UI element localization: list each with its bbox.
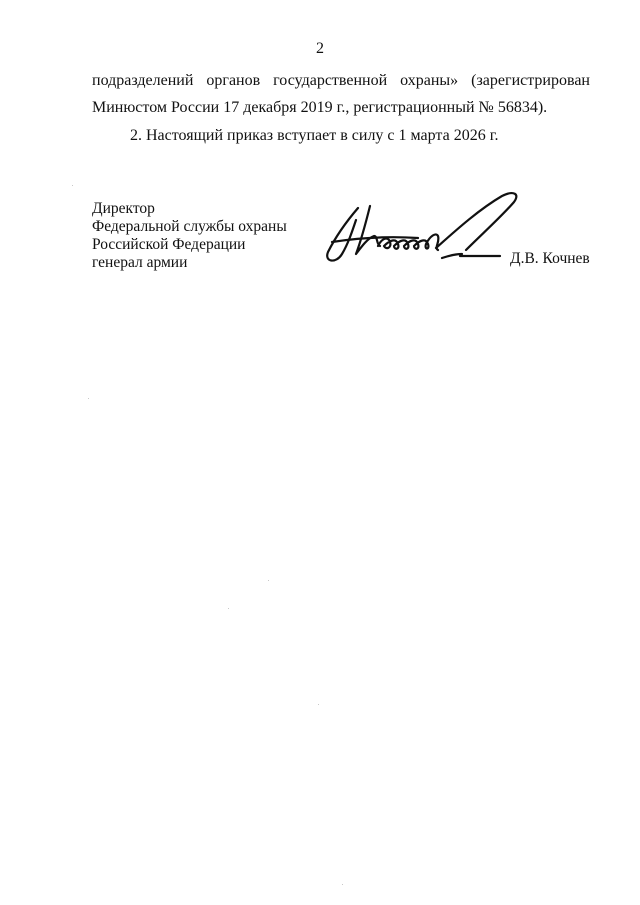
scan-speck — [342, 884, 343, 885]
paragraph-2: 2. Настоящий приказ вступает в силу с 1 марта 2026 г. — [130, 127, 499, 144]
scan-speck — [72, 185, 73, 186]
signatory-position-line: Директор — [92, 200, 155, 217]
signatory-name: Д.В. Кочнев — [510, 250, 590, 267]
body-word: (зарегистрирован — [471, 72, 590, 89]
signatory-position-line: Российской Федерации — [92, 236, 246, 253]
body-word: государственной — [273, 72, 388, 89]
body-word: подразделений — [92, 72, 194, 89]
body-word: органов — [206, 72, 261, 89]
handwritten-signature — [318, 188, 528, 273]
scan-speck — [268, 580, 269, 581]
signatory-position-line: Федеральной службы охраны — [92, 218, 287, 235]
signatory-position — [92, 200, 287, 272]
body-line-2: Минюстом России 17 декабря 2019 г., регистрационный № 56834). — [92, 99, 548, 116]
body-line-1 — [92, 71, 590, 91]
page-number: 2 — [316, 40, 324, 57]
signatory-position-line: генерал армии — [92, 254, 188, 271]
body-word: охраны» — [400, 72, 459, 89]
scan-speck — [318, 704, 319, 705]
scan-speck — [228, 608, 229, 609]
scan-speck — [88, 398, 89, 399]
